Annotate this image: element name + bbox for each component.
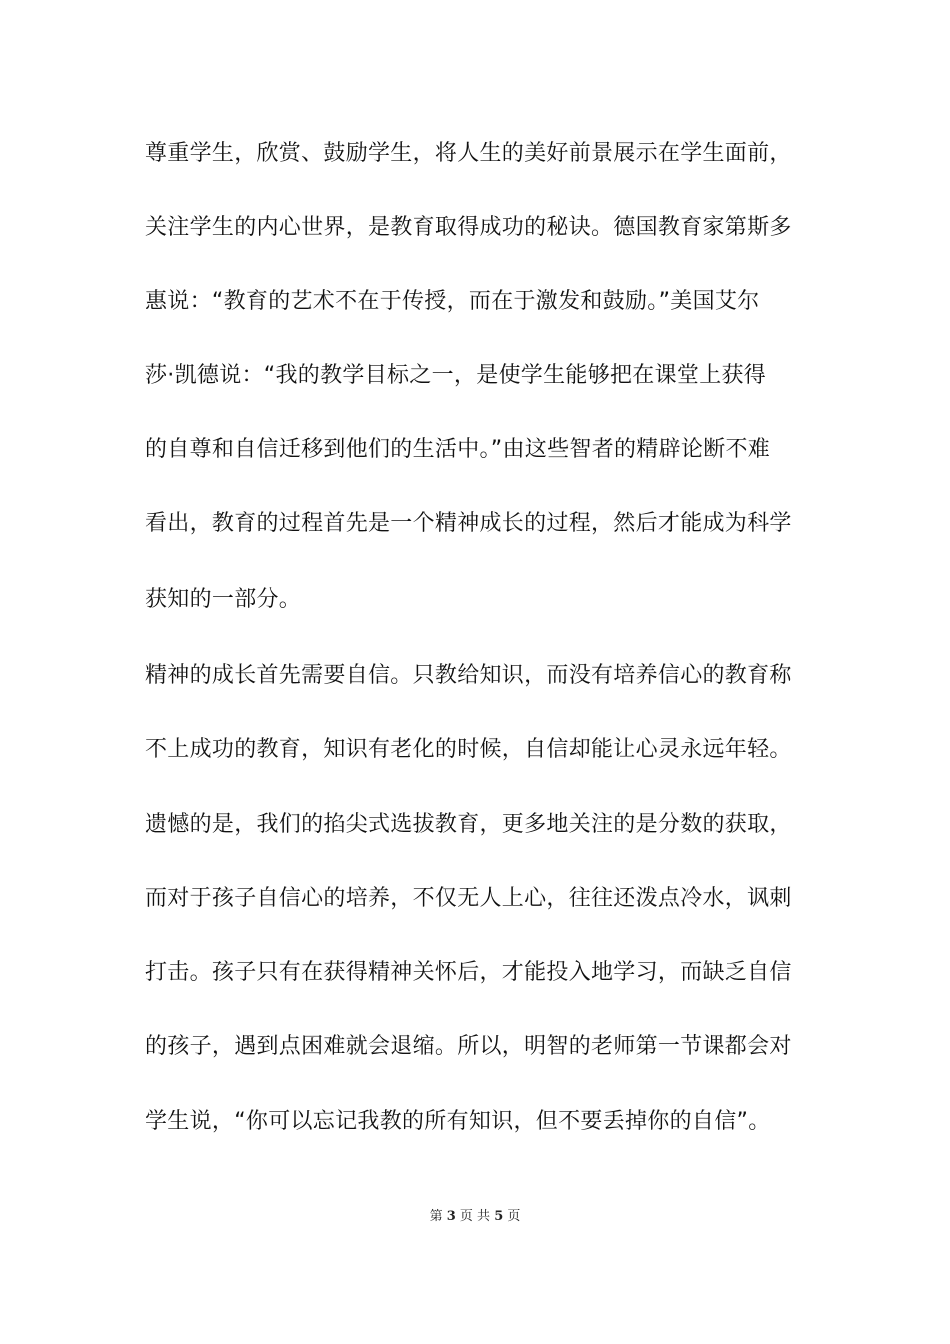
paragraph-1-line-1: 尊重学生，欣赏、鼓励学生，将人生的美好前景展示在学生面前， <box>145 141 792 166</box>
paragraph-2-line-3: 遗憾的是，我们的掐尖式选拔教育，更多地关注的是分数的获取， <box>145 812 792 837</box>
footer-total-pages: 5 <box>494 1209 504 1224</box>
paragraph-1-line-3: 惠说：“教育的艺术不在于传授，而在于激发和鼓励。”美国艾尔 <box>145 289 760 314</box>
paragraph-1-line-5: 的自尊和自信迁移到他们的生活中。”由这些智者的精辟论断不难 <box>145 437 771 462</box>
paragraph-2-line-5: 打击。孩子只有在获得精神关怀后，才能投入地学习，而缺乏自信 <box>145 960 792 985</box>
footer-middle: 页 共 <box>459 1209 491 1224</box>
paragraph-1-line-6: 看出，教育的过程首先是一个精神成长的过程，然后才能成为科学 <box>145 511 792 536</box>
footer-current-page: 3 <box>446 1209 456 1224</box>
page-footer <box>0 1208 950 1226</box>
footer-prefix: 第 <box>429 1209 443 1224</box>
footer-suffix: 页 <box>507 1209 521 1224</box>
paragraph-2-line-7: 学生说，“你可以忘记我教的所有知识，但不要丢掉你的自信”。 <box>145 1109 771 1134</box>
paragraph-2-line-6: 的孩子，遇到点困难就会退缩。所以，明智的老师第一节课都会对 <box>145 1034 792 1059</box>
paragraph-1-line-7: 获知的一部分。 <box>145 587 302 612</box>
paragraph-2-line-4: 而对于孩子自信心的培养，不仅无人上心，往往还泼点冷水，讽刺 <box>145 886 792 911</box>
paragraph-2-line-2: 不上成功的教育，知识有老化的时候，自信却能让心灵永远年轻。 <box>145 737 792 762</box>
paragraph-1-line-4: 莎·凯德说：“我的教学目标之一，是使学生能够把在课堂上获得 <box>145 363 767 388</box>
paragraph-2-line-1: 精神的成长首先需要自信。只教给知识，而没有培养信心的教育称 <box>145 663 792 688</box>
paragraph-1-line-2: 关注学生的内心世界，是教育取得成功的秘诀。德国教育家第斯多 <box>145 215 792 240</box>
